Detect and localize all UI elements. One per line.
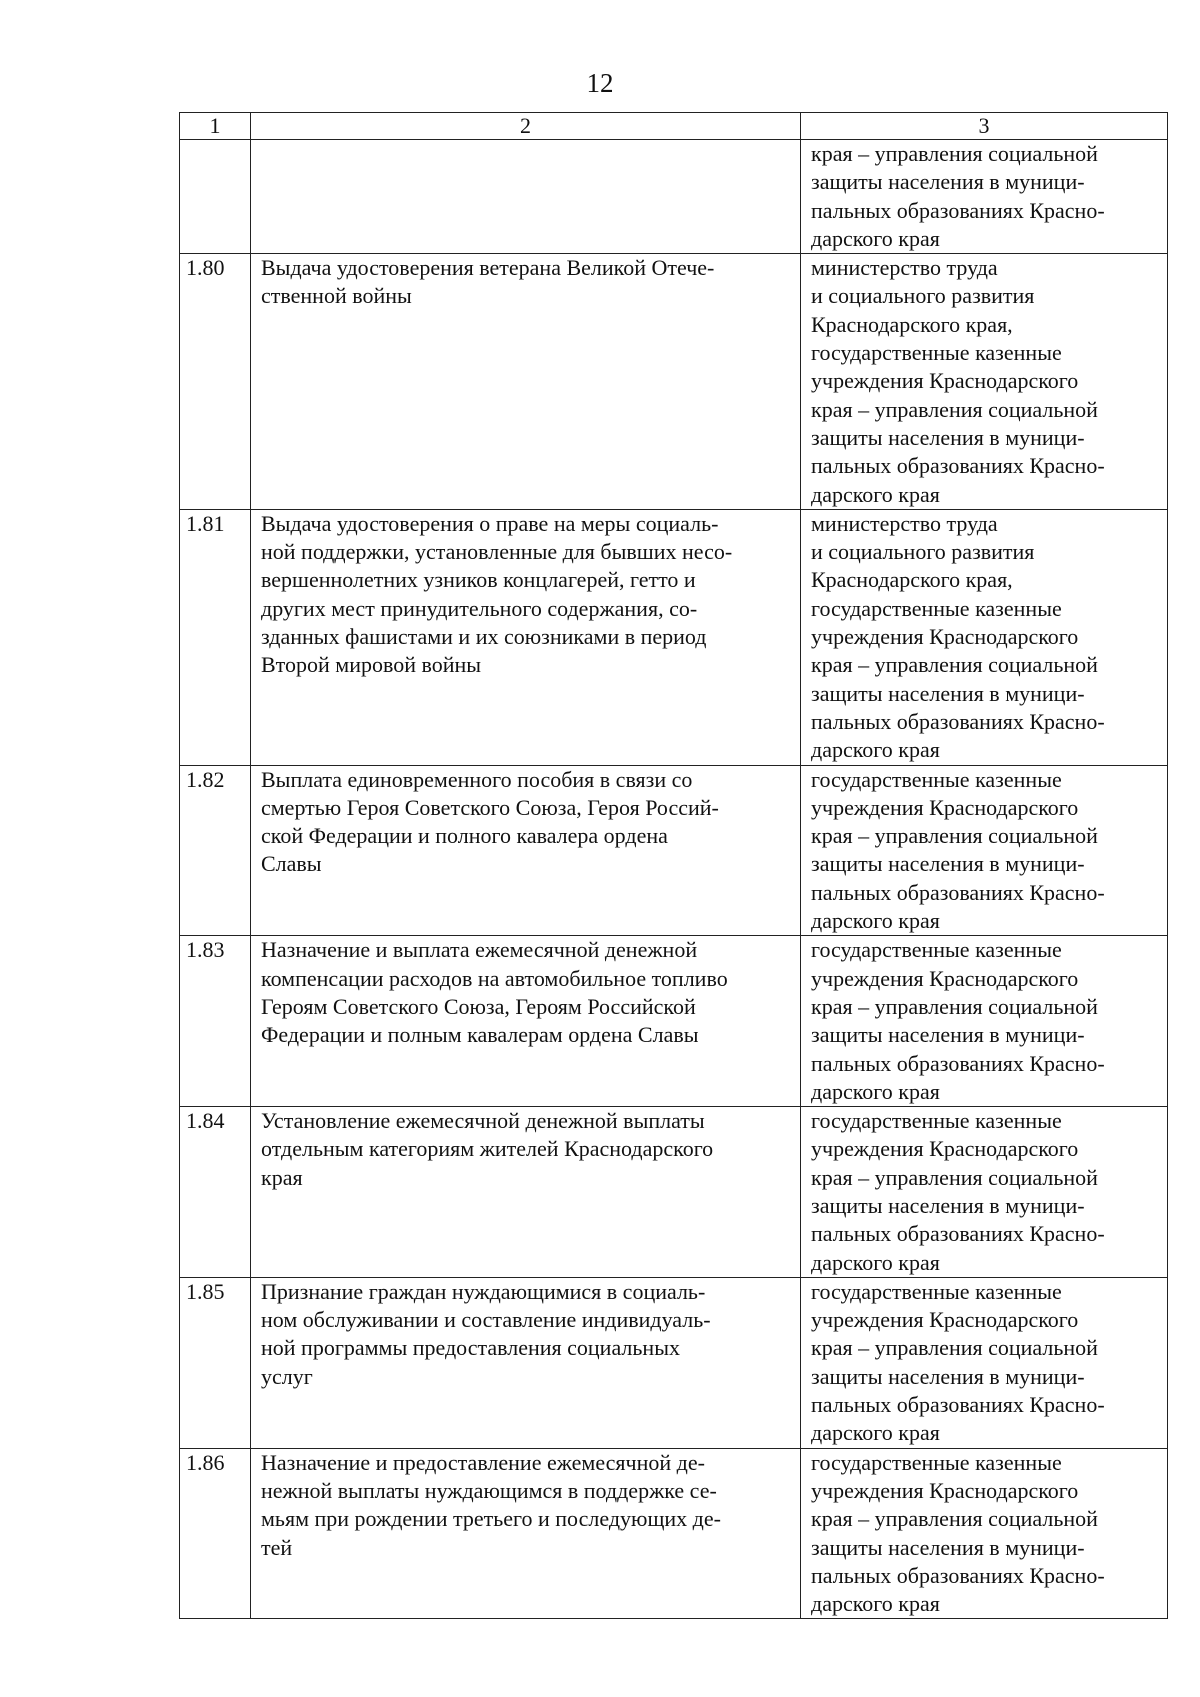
- service-name-cell: [251, 509, 801, 765]
- authority-line: учреждения Краснодарского: [811, 965, 1079, 991]
- service-name-line: ственной войны: [261, 283, 412, 309]
- authority-line: пальных образованиях Красно-: [811, 453, 1105, 479]
- service-name-line: Признание граждан нуждающимися в социаль-: [261, 1278, 706, 1304]
- service-name-cell: [251, 1448, 801, 1619]
- authority-line: защиты населения в муници-: [811, 1534, 1085, 1560]
- service-name-line: компенсации расходов на автомобильное топливо: [261, 965, 728, 991]
- authority-line: государственные казенные: [811, 937, 1062, 963]
- service-name-line: Героям Советского Союза, Героям Российской: [261, 993, 696, 1019]
- authority-line: учреждения Краснодарского: [811, 624, 1079, 650]
- table-row: [180, 1448, 1168, 1619]
- authority-line: защиты населения в муници-: [811, 1022, 1085, 1048]
- authority-line: защиты населения в муници-: [811, 1363, 1085, 1389]
- service-name-line: услуг: [261, 1363, 313, 1389]
- authority-line: края – управления социальной: [811, 993, 1098, 1019]
- service-name-line: Выдача удостоверения ветерана Великой Отече-: [261, 255, 715, 281]
- authority-line: дарского края: [811, 908, 940, 934]
- authority-line: учреждения Краснодарского: [811, 368, 1079, 394]
- authority-line: пальных образованиях Красно-: [811, 1562, 1105, 1588]
- authority-line: государственные казенные: [811, 1108, 1062, 1134]
- authority-line: пальных образованиях Красно-: [811, 1050, 1105, 1076]
- service-name-line: Назначение и предоставление ежемесячной де-: [261, 1449, 705, 1475]
- row-number-cell: 1.81: [180, 509, 251, 765]
- authority-line: пальных образованиях Красно-: [811, 879, 1105, 905]
- service-name-line: вершеннолетних узников концлагерей, гетто и: [261, 567, 696, 593]
- authority-line: защиты населения в муници-: [811, 1192, 1085, 1218]
- service-name-cell: [251, 1107, 801, 1278]
- authority-line: края – управления социальной: [811, 1164, 1098, 1190]
- service-name-line: края: [261, 1164, 303, 1190]
- authority-line: государственные казенные: [811, 595, 1062, 621]
- authority-line: пальных образованиях Красно-: [811, 1221, 1105, 1247]
- service-name-line: Славы: [261, 851, 322, 877]
- authority-line: пальных образованиях Красно-: [811, 1392, 1105, 1418]
- row-number-cell: 1.83: [180, 936, 251, 1107]
- authority-line: министерство труда: [811, 510, 998, 536]
- authority-line: государственные казенные: [811, 766, 1062, 792]
- service-name-line: зданных фашистами и их союзниками в период: [261, 624, 707, 650]
- authority-line: и социального развития: [811, 539, 1035, 565]
- authority-line: защиты населения в муници-: [811, 424, 1085, 450]
- service-name-cell: [251, 254, 801, 510]
- authority-line: пальных образованиях Красно-: [811, 197, 1105, 223]
- service-name-line: Федерации и полным кавалерам ордена Славы: [261, 1022, 699, 1048]
- service-name-cell: [251, 936, 801, 1107]
- authority-line: министерство труда: [811, 255, 998, 281]
- service-name-cell: [251, 140, 801, 254]
- service-name-line: ном обслуживании и составление индивидуаль-: [261, 1307, 711, 1333]
- authority-line: дарского края: [811, 1078, 940, 1104]
- authority-line: государственные казенные: [811, 340, 1062, 366]
- authority-line: дарского края: [811, 225, 940, 251]
- header-cell-service: 2: [251, 113, 801, 140]
- authority-line: дарского края: [811, 1591, 940, 1617]
- authority-line: края – управления социальной: [811, 1335, 1098, 1361]
- row-number-cell: [180, 140, 251, 254]
- authority-cell: [801, 254, 1168, 510]
- authority-line: дарского края: [811, 1249, 940, 1275]
- service-name-line: Установление ежемесячной денежной выплаты: [261, 1108, 705, 1134]
- authority-cell: [801, 509, 1168, 765]
- service-name-line: Назначение и выплата ежемесячной денежной: [261, 937, 698, 963]
- page-number: 12: [586, 68, 614, 98]
- authority-line: края – управления социальной: [811, 141, 1098, 166]
- authority-line: и социального развития: [811, 283, 1035, 309]
- service-name-line: отдельным категориям жителей Краснодарского: [261, 1136, 714, 1162]
- authority-cell: [801, 936, 1168, 1107]
- authority-line: дарского края: [811, 481, 940, 507]
- table-row: [180, 1107, 1168, 1278]
- service-name-cell: [251, 1277, 801, 1448]
- row-number-cell: 1.82: [180, 765, 251, 936]
- row-number-cell: 1.80: [180, 254, 251, 510]
- authority-line: края – управления социальной: [811, 823, 1098, 849]
- table-body: [180, 113, 1168, 1619]
- authority-line: государственные казенные: [811, 1278, 1062, 1304]
- row-number-cell: 1.85: [180, 1277, 251, 1448]
- authority-cell: [801, 765, 1168, 936]
- service-name-line: ной поддержки, установленные для бывших несо-: [261, 539, 733, 565]
- services-table: [179, 112, 1168, 1619]
- service-name-line: смертью Героя Советского Союза, Героя Россий-: [261, 794, 719, 820]
- authority-line: учреждения Краснодарского: [811, 1307, 1079, 1333]
- service-name-line: нежной выплаты нуждающимся в поддержке се-: [261, 1477, 717, 1503]
- authority-cell: [801, 140, 1168, 254]
- service-name-line: ской Федерации и полного кавалера ордена: [261, 823, 668, 849]
- authority-line: учреждения Краснодарского: [811, 1477, 1079, 1503]
- authority-line: Краснодарского края,: [811, 567, 1013, 593]
- authority-line: дарского края: [811, 737, 940, 763]
- header-cell-number: 1: [180, 113, 251, 140]
- service-name-line: мьям при рождении третьего и последующих де-: [261, 1506, 721, 1532]
- authority-line: учреждения Краснодарского: [811, 1136, 1079, 1162]
- authority-line: учреждения Краснодарского: [811, 794, 1079, 820]
- service-name-line: тей: [261, 1534, 293, 1560]
- row-number-cell: 1.84: [180, 1107, 251, 1278]
- authority-cell: [801, 1107, 1168, 1278]
- authority-line: защиты населения в муници-: [811, 851, 1085, 877]
- authority-line: защиты населения в муници-: [811, 680, 1085, 706]
- authority-line: края – управления социальной: [811, 652, 1098, 678]
- table-row: [180, 936, 1168, 1107]
- authority-cell: [801, 1277, 1168, 1448]
- service-name-cell: [251, 765, 801, 936]
- table-row: [180, 765, 1168, 936]
- table-row: [180, 1277, 1168, 1448]
- service-name-line: ной программы предоставления социальных: [261, 1335, 680, 1361]
- authority-line: защиты населения в муници-: [811, 169, 1085, 195]
- authority-line: государственные казенные: [811, 1449, 1062, 1475]
- service-name-line: Второй мировой войны: [261, 652, 482, 678]
- authority-cell: [801, 1448, 1168, 1619]
- service-name-line: Выдача удостоверения о праве на меры социаль-: [261, 510, 719, 536]
- authority-line: края – управления социальной: [811, 396, 1098, 422]
- service-name-line: других мест принудительного содержания, со-: [261, 595, 698, 621]
- row-number-cell: 1.86: [180, 1448, 251, 1619]
- authority-line: пальных образованиях Красно-: [811, 708, 1105, 734]
- service-name-line: Выплата единовременного пособия в связи со: [261, 766, 693, 792]
- authority-line: края – управления социальной: [811, 1506, 1098, 1532]
- authority-line: Краснодарского края,: [811, 311, 1013, 337]
- header-cell-authority: 3: [801, 113, 1168, 140]
- table-row: [180, 140, 1168, 254]
- table-header-row: [180, 113, 1168, 140]
- table-row: [180, 254, 1168, 510]
- table-row: [180, 509, 1168, 765]
- authority-line: дарского края: [811, 1420, 940, 1446]
